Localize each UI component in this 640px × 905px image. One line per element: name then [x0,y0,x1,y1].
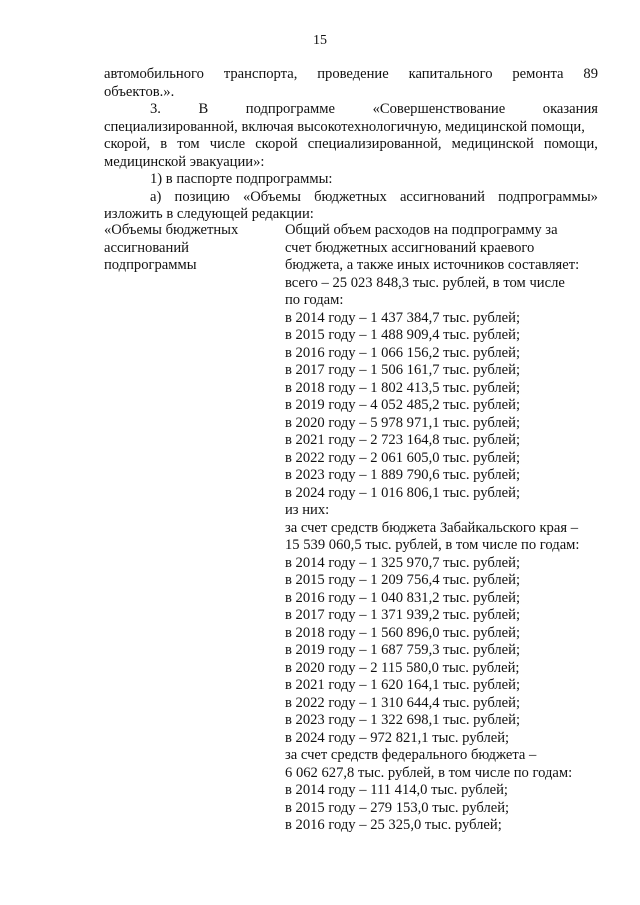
value-line: в 2022 году – 2 061 605,0 тыс. рублей; [285,449,521,466]
value-line: в 2018 году – 1 802 413,5 тыс. рублей; [285,379,521,396]
text-line: медицинской эвакуации»: [104,153,265,170]
value-line: в 2017 году – 1 371 939,2 тыс. рублей; [285,607,521,623]
table-label-cell [104,222,274,275]
value-line: в 2019 году – 4 052 485,2 тыс. рублей; [285,397,521,413]
value-line: в 2023 году – 1 322 698,1 тыс. рублей; [285,712,521,728]
value-line: за счет средств федерального бюджета – [285,747,537,763]
paragraph-point-3 [104,101,598,171]
text-line: специализированной, включая высокотехнологичную, медицинской помощи, [104,118,585,135]
word: позицию [174,188,230,205]
value-line: в 2014 году – 1 437 384,7 тыс. рублей; [285,309,521,326]
value-line: в 2020 году – 2 115 580,0 тыс. рублей; [285,659,520,676]
word: В [198,101,209,117]
value-line: Общий объем расходов на подпрограмму за [285,222,558,238]
text-line: изложить в следующей редакции: [104,206,314,222]
value-line: в 2016 году – 1 040 831,2 тыс. рублей; [285,589,521,606]
value-line: в 2017 году – 1 506 161,7 тыс. рублей; [285,362,521,378]
word: транспорта, [223,66,298,82]
word: «Совершенствование [372,101,506,117]
value-line: 6 062 627,8 тыс. рублей, в том числе по годам: [285,764,573,781]
label-line: ассигнований [104,239,189,256]
page-number: 15 [313,33,327,48]
value-line: 15 539 060,5 тыс. рублей, в том числе по годам: [285,537,580,553]
value-line: в 2016 году – 1 066 156,2 тыс. рублей; [285,344,521,361]
value-line: в 2022 году – 1 310 644,4 тыс. рублей; [285,694,521,711]
value-line: по годам: [285,292,344,308]
word: медицинской [451,136,534,152]
value-line: в 2016 году – 25 325,0 тыс. рублей; [285,817,502,833]
value-line: в 2020 году – 5 978 971,1 тыс. рублей; [285,414,521,431]
value-line: в 2015 году – 1 209 756,4 тыс. рублей; [285,572,521,588]
value-line: в 2015 году – 1 488 909,4 тыс. рублей; [285,327,521,343]
word: ремонта [512,66,564,82]
word: оказания [542,101,598,117]
word: подпрограмме [245,101,336,117]
table-value-cell [285,222,605,835]
label-line: «Объемы бюджетных [104,222,239,238]
justified-line [104,101,598,119]
value-line: в 2014 году – 1 325 970,7 тыс. рублей; [285,554,521,571]
word: в [160,136,168,152]
word: «Объемы [242,188,301,205]
word: том [177,136,200,152]
word: скорой [255,136,298,152]
value-line: бюджета, а также иных источников составляет: [285,257,580,273]
value-line: в 2023 году – 1 889 790,6 тыс. рублей; [285,467,521,483]
word: числе [209,136,246,152]
value-line: за счет средств бюджета Забайкальского края – [285,519,578,536]
value-line: в 2021 году – 1 620 164,1 тыс. рублей; [285,677,521,693]
label-line: подпрограммы [104,257,197,273]
text-line: объектов.». [104,83,175,100]
justified-line [104,66,598,84]
value-line: в 2024 году – 1 016 806,1 тыс. рублей; [285,484,521,501]
paragraph-subpoint [104,171,598,224]
word: ассигнований [399,188,485,205]
word: помощи, [543,136,598,152]
word: специализированной, [307,136,442,152]
value-line: счет бюджетных ассигнований краевого [285,239,535,256]
word: 89 [583,66,598,82]
value-line: в 2024 году – 972 821,1 тыс. рублей; [285,729,510,746]
value-line: всего – 25 023 848,3 тыс. рублей, в том числе [285,274,565,291]
value-line: в 2021 году – 2 723 164,8 тыс. рублей; [285,432,521,448]
value-line: из них: [285,502,330,518]
justified-line [104,136,598,154]
word: капитального [408,66,493,82]
value-line: в 2014 году – 111 414,0 тыс. рублей; [285,782,508,798]
word: 3. [150,101,161,117]
justified-line [104,189,598,207]
word: автомобильного [104,66,204,82]
value-line: в 2018 году – 1 560 896,0 тыс. рублей; [285,624,521,641]
word: бюджетных [314,188,387,205]
value-line: в 2019 году – 1 687 759,3 тыс. рублей; [285,642,521,658]
word: проведение [317,66,389,82]
value-line: в 2015 году – 279 153,0 тыс. рублей; [285,799,510,816]
word: скорой, [104,136,151,152]
word: а) [150,188,162,205]
word: подпрограммы» [498,188,598,205]
paragraph-continuation [104,66,598,101]
text-line: 1) в паспорте подпрограммы: [150,171,333,187]
